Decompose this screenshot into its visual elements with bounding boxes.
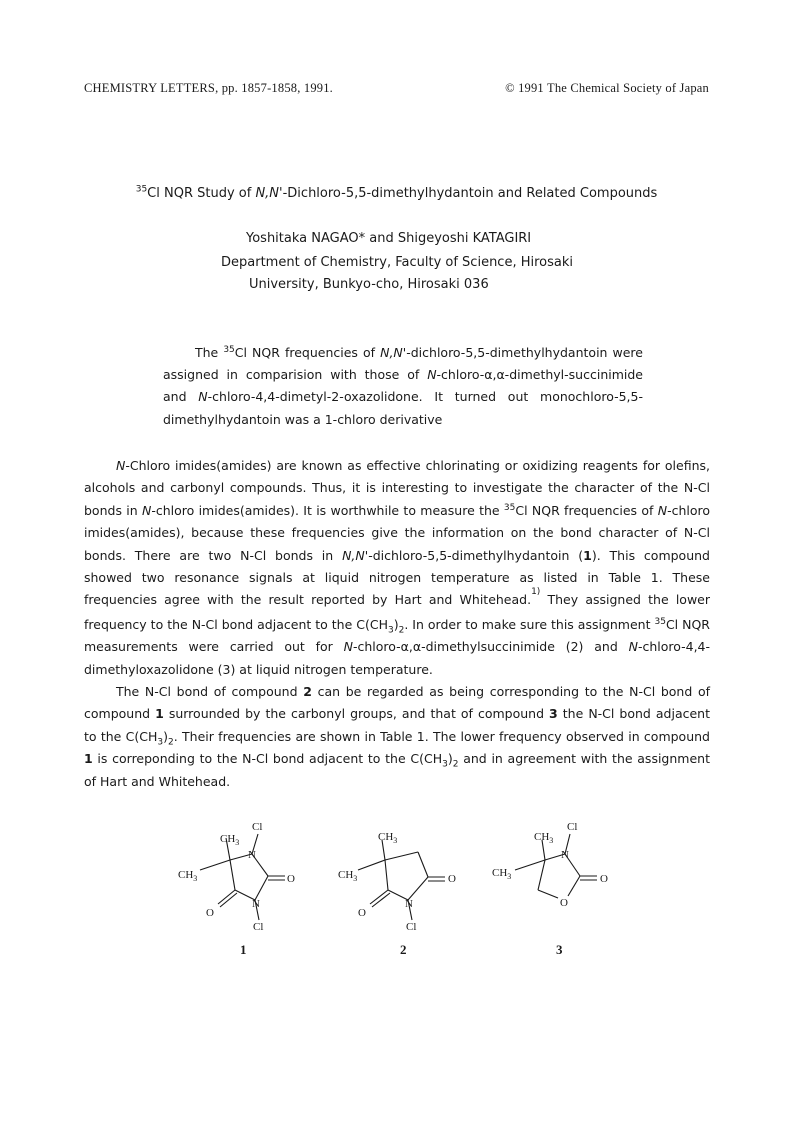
compound-label-1: 1 bbox=[240, 942, 247, 957]
affiliation-line-1: Department of Chemistry, Faculty of Science, Hirosaki bbox=[221, 255, 573, 270]
author-list: Yoshitaka NAGAO* and Shigeyoshi KATAGIRI bbox=[246, 231, 532, 246]
reference-marker: 1) bbox=[531, 587, 541, 598]
c2-n: N bbox=[405, 898, 413, 910]
journal-citation: CHEMISTRY LETTERS, pp. 1857-1858, 1991. bbox=[84, 81, 334, 95]
title-italic: N,N' bbox=[255, 186, 283, 201]
c3-ch3-top: $CH_3$ bbox=[534, 831, 554, 845]
paragraph-2: The N-Cl bond of compound 2 can be regarded as being corresponding to the N-Cl bond of compound 1 surrounded by the carbonyl groups, and that of compound 3 the N-Cl bond adjacent to the $C(CH_3)_2$. Their frequencies are shown in Table 1. The lower frequency observed in compound 1 is correponding to the N-Cl bond adjacent to the $C(CH_3)_2$ and in agreement with the assignment of Hart and Whitehead. bbox=[84, 684, 710, 789]
chemical-structures-figure bbox=[160, 812, 640, 962]
affiliation-line-2: University, Bunkyo-cho, Hirosaki 036 bbox=[249, 277, 489, 292]
article-title bbox=[0, 186, 793, 201]
c2-o-left: O bbox=[358, 907, 366, 919]
c2-ch3-top: $CH_3$ bbox=[378, 831, 398, 845]
title-part-b: -Dichloro-5,5-dimethylhydantoin and Related Compounds bbox=[282, 186, 658, 201]
structure-compound-2 bbox=[358, 840, 445, 920]
paragraph-1: N-Chloro imides(amides) are known as effective chlorinating or oxidizing reagents for olefins, alcohols and carbonyl compounds. Thus, it is interesting to investigate the character of the N-Cl bonds in N-chloro imides(amides). It is worthwhile to measure the $^{35}$Cl NQR frequencies of N-chloro imides(amides), because these frequencies give the information on the bond character of N-Cl bonds. There are two N-Cl bonds in N,N'-dichloro-5,5-dimethylhydantoin (1). This compound showed two resonance signals at liquid nitrogen temperature as listed in Table 1. These frequencies agree with the result reported by Hart and Whitehead.$^{1)}$ They assigned the lower frequency to the N-Cl bond adjacent to the $C(CH_3)_2$. In order to make sure this assignment $^{35}$Cl NQR measurements were carried out for N-chloro-α,α-dimethylsuccinimide (2) and N-chloro-4,4-dimethyloxazolidone (3) at liquid nitrogen temperature. bbox=[84, 458, 711, 677]
body-text bbox=[84, 455, 710, 793]
title-part-a: Cl NQR Study of bbox=[147, 186, 256, 201]
structure-compound-3 bbox=[515, 834, 597, 898]
c3-ch3-left: $CH_3$ bbox=[492, 867, 512, 881]
c1-ch3-left: $CH_3$ bbox=[178, 869, 198, 883]
c1-o-right: O bbox=[287, 873, 295, 885]
c3-cl: Cl bbox=[567, 821, 578, 833]
abstract bbox=[163, 342, 643, 431]
title-isotope: 35 bbox=[135, 184, 148, 195]
c2-ch3-left: $CH_3$ bbox=[338, 869, 358, 883]
c1-o-left: O bbox=[206, 907, 214, 919]
c1-cl-top: Cl bbox=[252, 821, 263, 833]
copyright-notice: © 1991 The Chemical Society of Japan bbox=[505, 81, 709, 95]
c2-cl: Cl bbox=[406, 921, 417, 933]
c2-o-right: O bbox=[448, 873, 456, 885]
compound-label-3: 3 bbox=[556, 942, 563, 957]
c1-n-bottom: N bbox=[252, 898, 260, 910]
compound-label-2: 2 bbox=[400, 942, 407, 957]
abstract-paragraph: The $^{35}$Cl NQR frequencies of N,N'-dichloro-5,5-dimethylhydantoin were assigned in comparision with those of N-chloro-α,α-dimethyl-succinimide and N-chloro-4,4-dimetyl-2-oxazolidone. It turned out monochloro-5,5-dimethylhydantoin was a 1-chloro derivative bbox=[163, 344, 643, 427]
c1-cl-bottom: Cl bbox=[253, 921, 264, 933]
c3-o-right: O bbox=[600, 873, 608, 885]
c1-n-top: N bbox=[248, 849, 256, 861]
c3-n: N bbox=[561, 849, 569, 861]
c3-o-ring: O bbox=[560, 897, 568, 909]
c1-ch3-top: $CH_3$ bbox=[220, 833, 240, 847]
